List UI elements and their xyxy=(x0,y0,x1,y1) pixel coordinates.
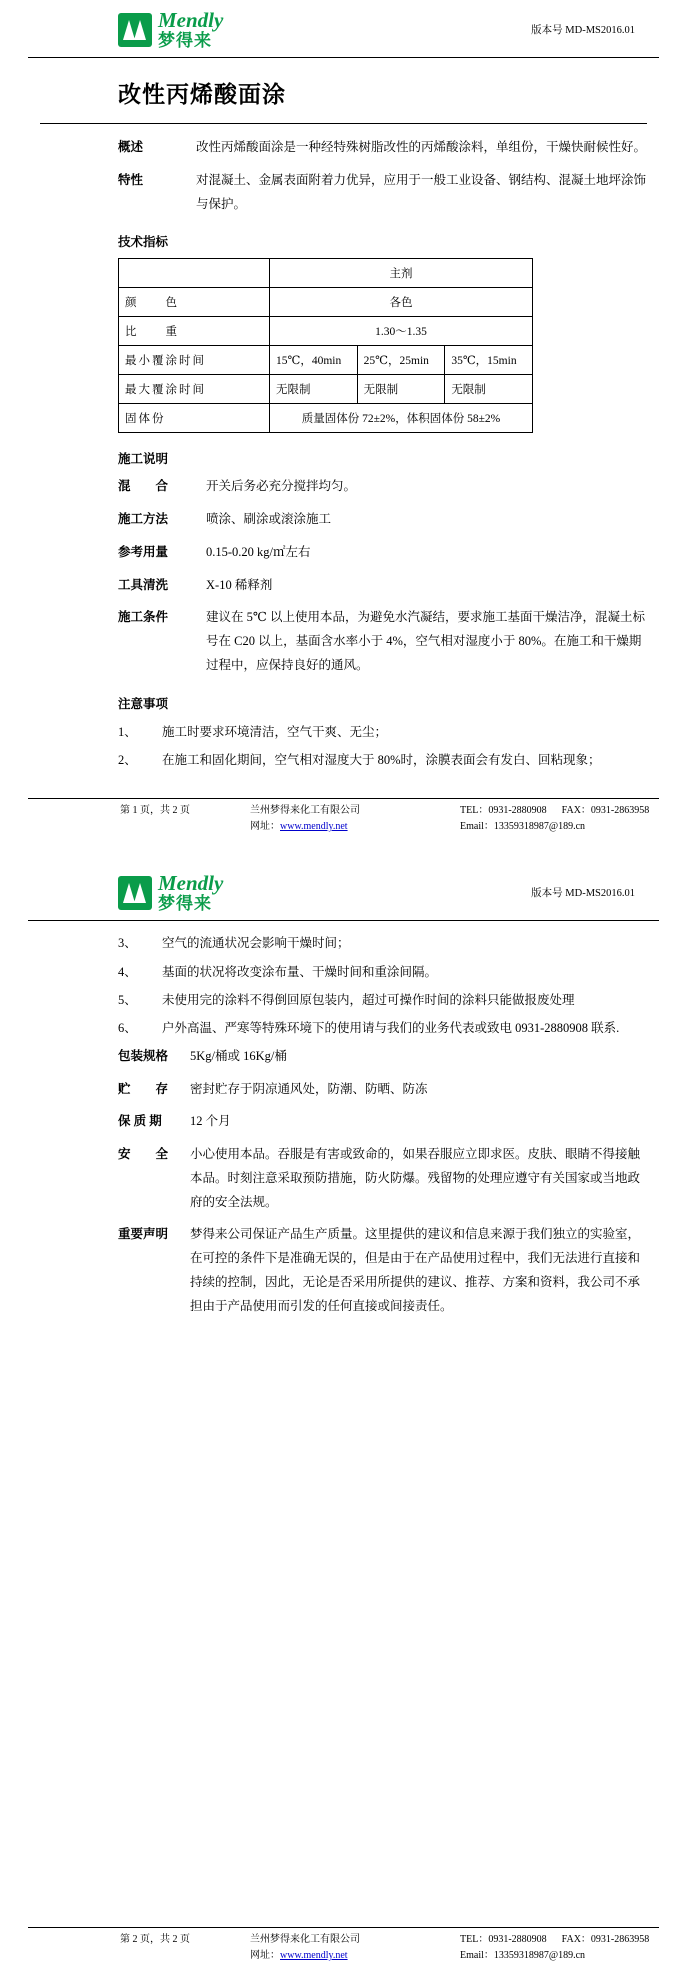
page-1-content xyxy=(0,76,687,772)
page-break xyxy=(0,835,687,863)
notice-item-text: 户外高温、严寒等特殊环境下的使用请与我们的业务代表或致电 0931-2880908 联系. xyxy=(162,1021,620,1036)
construction-label-method: 施工方法 xyxy=(118,512,169,526)
disclaimer-row xyxy=(40,1223,647,1318)
notice-item xyxy=(118,720,647,744)
bottom-padding xyxy=(0,1964,687,1970)
overview-row xyxy=(40,136,647,160)
mendly-logo-icon xyxy=(118,876,152,910)
page-2-footer xyxy=(28,1927,659,1964)
row-value-min-recoat-25: 25℃，25min xyxy=(357,346,445,375)
row-label-solids: 固体份 xyxy=(119,404,270,433)
footer-spacer xyxy=(120,819,250,835)
table-row xyxy=(119,346,533,375)
shelf-life-row xyxy=(40,1110,647,1134)
logo-en-label: Mendly xyxy=(158,871,224,896)
footer-spacer xyxy=(120,1948,250,1964)
construction-row-usage xyxy=(40,541,647,565)
page-2-content xyxy=(0,921,687,1318)
row-label-min-recoat: 最小覆涂时间 xyxy=(119,346,270,375)
row-value-solids: 质量固体份 72±2%，体积固体份 58±2% xyxy=(270,404,533,433)
footer-line-1 xyxy=(28,803,659,819)
footer-fax: FAX：0931-2863958 xyxy=(561,805,650,817)
notice-section-heading: 注意事项 xyxy=(118,696,169,711)
construction-text-conditions: 建议在 5℃ 以上使用本品，为避免水汽凝结，要求施工基面干燥洁净，混凝土标号在 C20 以上，基面含水率小于 4%，空气相对湿度小于 80%。在施工和干燥期过程中，应保持良好的通风。 xyxy=(206,610,645,672)
version-number-2: 版本号 MD-MS2016.01 xyxy=(531,888,635,900)
header-divider xyxy=(28,57,659,58)
feature-label: 特性 xyxy=(118,172,144,187)
disclaimer-text: 梦得来公司保证产品生产质量。这里提供的建议和信息来源于我们独立的实验室，在可控的条件下是准确无误的，但是由于在产品使用过程中，我们无法进行直接和持续的控制，因此，无论是否采用所提供的建议、推荐、方案和资料，我公司不承担由于产品使用而引发的任何直接或间接责任。 xyxy=(190,1227,641,1313)
footer-website xyxy=(250,819,460,835)
notice-item xyxy=(118,1016,647,1040)
technical-specification-table xyxy=(118,258,533,433)
row-value-min-recoat-15: 15℃，40min xyxy=(270,346,358,375)
row-value-color: 各色 xyxy=(270,288,533,317)
footer-company: 兰州梦得来化工有限公司 xyxy=(250,805,360,817)
document-page-1 xyxy=(0,0,687,835)
footer-tel: TEL：0931-2880908 xyxy=(460,1934,547,1946)
table-head-main: 主剂 xyxy=(270,259,533,288)
safety-text: 小心使用本品。吞服是有害或致命的，如果吞服应立即求医。皮肤、眼睛不得接触本品。时刻注意采取预防措施，防火防爆。残留物的处理应遵守有关国家或当地政府的安全法规。 xyxy=(190,1147,641,1209)
row-label-density: 比 重 xyxy=(119,317,270,346)
feature-row xyxy=(40,169,647,217)
footer-line-2 xyxy=(28,1948,659,1964)
notice-item xyxy=(118,988,647,1012)
safety-row xyxy=(40,1143,647,1214)
construction-row-conditions xyxy=(40,606,647,677)
page-title: 改性丙烯酸面涂 xyxy=(118,81,286,107)
packaging-text: 5Kg/桶或 16Kg/桶 xyxy=(190,1048,287,1063)
page-1-footer xyxy=(28,798,659,835)
notice-item-text: 施工时要求环境清洁，空气干爽、无尘； xyxy=(162,724,388,739)
packaging-label: 包装规格 xyxy=(118,1048,169,1063)
logo-text xyxy=(158,10,223,49)
version-number: 版本号 MD-MS2016.01 xyxy=(531,25,635,36)
table-row xyxy=(119,317,533,346)
footer-page-number: 第 1 页，共 2 页 xyxy=(120,805,190,817)
storage-text: 密封贮存于阴凉通风处，防潮、防晒、防冻 xyxy=(190,1081,428,1096)
logo-cn-label: 梦得来 xyxy=(158,894,212,914)
shelf-life-label: 保 质 期 xyxy=(118,1114,162,1129)
notice-item-number: 5、 xyxy=(118,993,137,1007)
row-value-density: 1.30～1.35 xyxy=(270,317,533,346)
row-value-max-recoat-35: 无限制 xyxy=(445,375,533,404)
construction-row-method xyxy=(40,508,647,532)
notice-item-number: 6、 xyxy=(118,1021,137,1036)
safety-label: 安 全 xyxy=(118,1147,169,1161)
page-2-blank-space xyxy=(0,1327,687,1927)
construction-row-cleaning xyxy=(40,574,647,598)
table-row xyxy=(119,375,533,404)
packaging-row xyxy=(40,1045,647,1069)
disclaimer-label: 重要声明 xyxy=(118,1227,169,1242)
footer-website-link[interactable]: www.mendly.net xyxy=(280,1950,348,1962)
table-row xyxy=(119,404,533,433)
construction-text-method: 喷涂、刷涂或滚涂施工 xyxy=(206,512,332,526)
feature-text: 对混凝土、金属表面附着力优异，应用于一般工业设备、钢结构、混凝土地坪涂饰与保护。 xyxy=(196,172,647,211)
row-value-max-recoat-15: 无限制 xyxy=(270,375,358,404)
table-row xyxy=(119,288,533,317)
notice-item-text: 未使用完的涂料不得倒回原包装内，超过可操作时间的涂料只能做报废处理 xyxy=(162,993,575,1007)
company-logo xyxy=(118,10,223,49)
notice-item-number: 4、 xyxy=(118,964,137,979)
footer-fax: FAX：0931-2863958 xyxy=(561,1934,650,1946)
storage-row xyxy=(40,1078,647,1102)
logo-text-2 xyxy=(158,873,223,912)
row-value-max-recoat-25: 无限制 xyxy=(357,375,445,404)
footer-website-label: 网址： xyxy=(250,1950,280,1962)
construction-label-mix: 混 合 xyxy=(118,479,169,494)
title-divider xyxy=(40,123,647,124)
notice-item xyxy=(118,960,647,984)
notice-item-text: 在施工和固化期间，空气相对湿度大于 80%时，涂膜表面会有发白、回粘现象； xyxy=(162,752,601,767)
construction-text-usage: 0.15-0.20 kg/㎡左右 xyxy=(206,544,311,559)
table-row-head xyxy=(119,259,533,288)
footer-contact-line xyxy=(460,803,659,819)
overview-label: 概述 xyxy=(118,140,144,154)
notice-item xyxy=(118,931,647,955)
footer-contact-line xyxy=(460,1932,659,1948)
construction-label-cleaning: 工具清洗 xyxy=(118,577,169,592)
construction-label-usage: 参考用量 xyxy=(118,544,169,559)
footer-email: Email：13359318987@189.cn xyxy=(460,1950,586,1962)
overview-text: 改性丙烯酸面涂是一种经特殊树脂改性的丙烯酸涂料，单组份，干燥快耐候性好。 xyxy=(196,140,647,154)
table-head-blank xyxy=(119,259,270,288)
footer-tel: TEL：0931-2880908 xyxy=(460,805,547,817)
page-header-2 xyxy=(0,863,687,916)
company-logo-2 xyxy=(118,873,223,912)
notice-item-number: 1、 xyxy=(118,724,137,739)
notice-item-text: 基面的状况将改变涂布量、干燥时间和重涂间隔。 xyxy=(162,964,438,979)
row-value-min-recoat-35: 35℃，15min xyxy=(445,346,533,375)
footer-page-number: 第 2 页，共 2 页 xyxy=(120,1934,190,1946)
shelf-life-text: 12 个月 xyxy=(190,1114,231,1129)
footer-line-2 xyxy=(28,819,659,835)
footer-website xyxy=(250,1948,460,1964)
notice-item-text: 空气的流通状况会影响干燥时间； xyxy=(162,936,350,951)
mendly-logo-icon xyxy=(118,13,152,47)
row-label-color: 颜 色 xyxy=(119,288,270,317)
footer-website-link[interactable]: www.mendly.net xyxy=(280,821,348,833)
page-header xyxy=(0,0,687,53)
logo-en-label: Mendly xyxy=(158,8,224,32)
construction-label-conditions: 施工条件 xyxy=(118,610,169,625)
footer-company: 兰州梦得来化工有限公司 xyxy=(250,1934,360,1946)
notice-item xyxy=(118,748,647,772)
row-label-max-recoat: 最大覆涂时间 xyxy=(119,375,270,404)
notice-item-number: 2、 xyxy=(118,752,137,767)
document-page-2 xyxy=(0,863,687,1970)
storage-label: 贮 存 xyxy=(118,1081,169,1096)
footer-line-1 xyxy=(28,1932,659,1948)
tech-section-heading: 技术指标 xyxy=(118,235,169,250)
footer-website-label: 网址： xyxy=(250,821,280,833)
footer-email: Email：13359318987@189.cn xyxy=(460,821,586,833)
construction-text-mix: 开关后务必充分搅拌均匀。 xyxy=(206,479,357,494)
construction-section-heading: 施工说明 xyxy=(118,452,169,467)
construction-text-cleaning: X-10 稀释剂 xyxy=(206,577,273,592)
notice-item-number: 3、 xyxy=(118,936,137,951)
construction-row-mix xyxy=(40,475,647,499)
logo-cn-label: 梦得来 xyxy=(158,31,212,50)
